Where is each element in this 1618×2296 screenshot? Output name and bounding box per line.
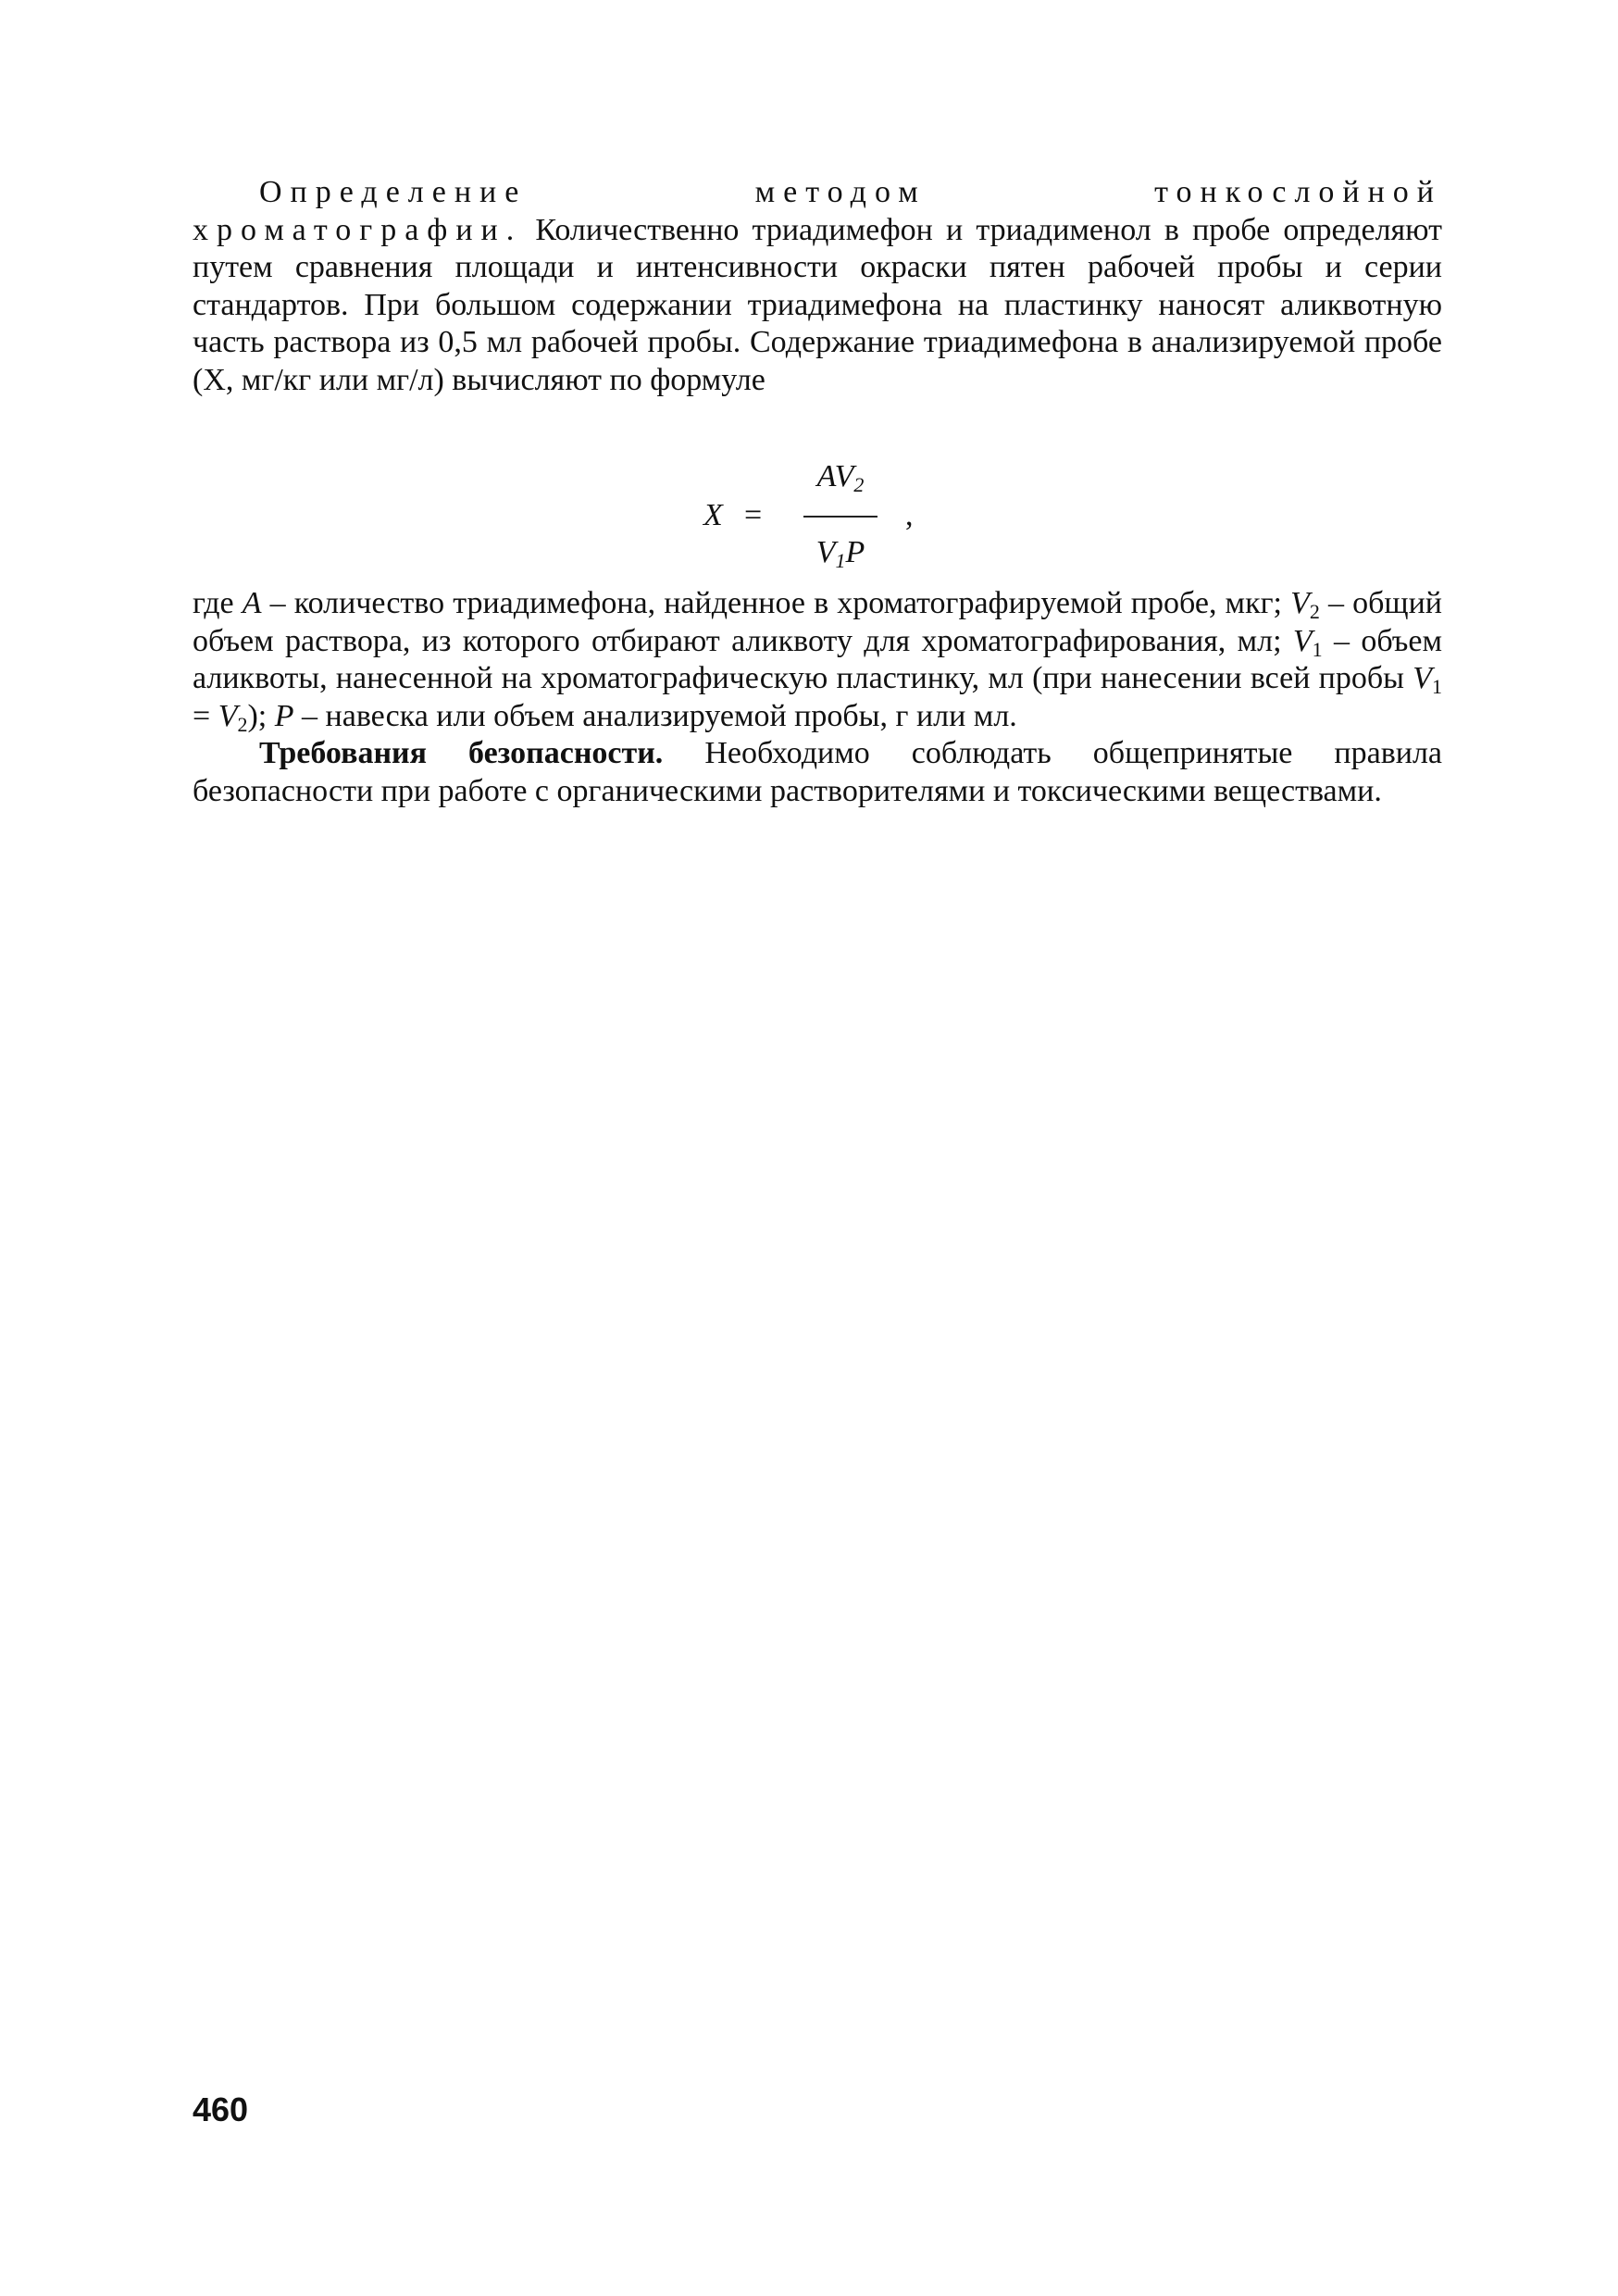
definitions-paragraph: где A – количество триадимефона, найденное в хроматографируемой пробе, мкг; $V_2$ – общий объем раствора, из которого отбирают аликвоту для хроматографирования, мл; $V_1$ – объем аликвоты, нанесенной на хроматографическую пластинку, мл (при нанесении всей пробы $V_1 = V_2$); P – навеска или объем анализируемой пробы, г или мл. <box>193 586 1442 736</box>
definitions-section <box>193 585 1442 810</box>
formula-comma: , <box>905 498 914 532</box>
formula-denominator: $V_1P$ <box>815 535 865 572</box>
formula <box>703 454 981 593</box>
method-body-text: Количественно триадимефон и триадименол в пробе определяют путем сравнения площади и интенсивности окраски пятен рабочей пробы и серии стандартов. При большом содержании триадимефона на пластинку наносят аликвотную часть раствора из 0,5 мл рабочей пробы. Содержание триадимефона в анализируемой пробе (X, мг/кг или мг/л) вычисляют по формуле <box>193 212 1442 397</box>
section-heading-part2: хроматографии. <box>193 212 523 247</box>
safety-text: Необходимо соблюдать общепринятые правила безопасности при работе с органическими растворителями и токсическими веществами. <box>193 736 1442 808</box>
formula-equals: = <box>744 498 763 532</box>
formula-lhs: X <box>703 498 723 532</box>
fraction-bar <box>803 516 877 518</box>
formula-numerator: $AV_2$ <box>816 459 865 496</box>
safety-title: Требования безопасности. <box>259 736 664 770</box>
section-heading-part1: Определение методом тонкослойной <box>259 175 1442 209</box>
page-number: 460 <box>193 2090 249 2128</box>
method-section <box>193 174 1442 399</box>
safety-paragraph <box>193 735 1442 810</box>
method-paragraph <box>193 174 1442 399</box>
